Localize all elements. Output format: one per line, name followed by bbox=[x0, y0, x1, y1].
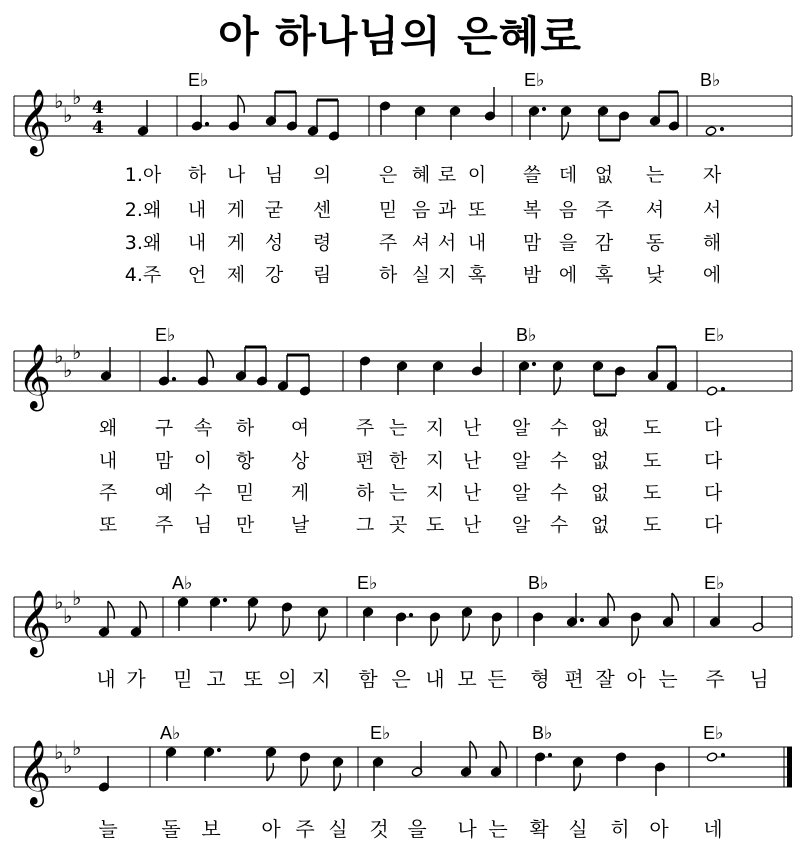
lyric-syllable: 굳 bbox=[264, 199, 284, 221]
lyric-syllable: 데 bbox=[558, 164, 578, 186]
lyric-syllable: 예 bbox=[154, 482, 174, 504]
lyric-syllable: 여 bbox=[290, 417, 310, 439]
key-signature-flats-icon bbox=[54, 736, 81, 778]
lyric-syllable: 보 bbox=[201, 817, 221, 841]
lyric-syllable: 내 bbox=[467, 232, 487, 254]
lyric-syllable: 또 bbox=[98, 514, 118, 536]
chord-symbol: A♭ bbox=[160, 723, 181, 743]
lyric-syllable: 돌 bbox=[161, 817, 181, 841]
lyric-syllable: 실 bbox=[411, 264, 431, 286]
lyric-syllable: 도 bbox=[642, 417, 662, 439]
svg-text:♭: ♭ bbox=[63, 103, 73, 127]
lyric-syllable: 없 bbox=[590, 417, 610, 439]
lyric-syllable: 해 bbox=[702, 232, 722, 254]
lyric-syllable: 만 bbox=[235, 514, 255, 536]
chord-symbol: B♭ bbox=[700, 70, 721, 90]
lyric-syllable: 수 bbox=[549, 482, 569, 504]
lyric-syllable: 알 bbox=[511, 450, 531, 472]
lyric-syllable: 형 bbox=[530, 667, 550, 691]
lyric-syllable: 는 bbox=[645, 164, 665, 186]
lyric-syllable: 1.아 bbox=[124, 164, 162, 186]
lyric-syllable: 게 bbox=[290, 482, 310, 504]
lyric-syllable: 림 bbox=[312, 264, 332, 286]
lyric-syllable: 내 bbox=[187, 232, 207, 254]
lyric-syllable: 지 bbox=[425, 482, 445, 504]
lyric-syllable: 자 bbox=[702, 164, 722, 186]
lyric-syllable: 실 bbox=[328, 817, 348, 841]
lyric-syllable: 고 bbox=[206, 667, 226, 691]
lyric-syllable: 실 bbox=[568, 817, 588, 841]
chord-symbol: E♭ bbox=[370, 723, 391, 743]
lyric-syllable: 없 bbox=[590, 450, 610, 472]
lyric-syllable: 곳 bbox=[388, 514, 408, 536]
lyric-syllable: 을 bbox=[558, 232, 578, 254]
music-system-2 bbox=[0, 315, 800, 545]
svg-text:♭: ♭ bbox=[72, 340, 82, 364]
svg-text:♭: ♭ bbox=[54, 740, 64, 764]
chord-symbol: E♭ bbox=[704, 325, 725, 345]
lyric-syllable: 음 bbox=[411, 199, 431, 221]
lyric-syllable: 은 bbox=[391, 667, 411, 691]
lyric-syllable: 내 bbox=[98, 450, 118, 472]
lyric-syllable: 서 bbox=[702, 199, 722, 221]
lyric-syllable: 아 bbox=[649, 817, 669, 841]
svg-text:♭: ♭ bbox=[72, 586, 82, 610]
lyric-syllable: 셔 bbox=[645, 199, 665, 221]
chord-symbol: E♭ bbox=[155, 325, 176, 345]
lyric-syllable: 믿 bbox=[378, 199, 398, 221]
lyric-syllable: 도 bbox=[642, 514, 662, 536]
lyric-syllable: 동 bbox=[645, 232, 665, 254]
lyric-syllable: 그 bbox=[355, 514, 375, 536]
hymn-title: 아 하나님의 은혜로 bbox=[218, 12, 582, 61]
svg-text:4: 4 bbox=[92, 118, 104, 138]
svg-text:♭: ♭ bbox=[63, 604, 73, 628]
key-signature-flats-icon bbox=[54, 586, 81, 628]
chord-symbol: E♭ bbox=[524, 70, 545, 90]
lyric-syllable: 낮 bbox=[645, 264, 665, 286]
lyric-syllable: 다 bbox=[703, 450, 723, 472]
final-barline-icon bbox=[787, 747, 792, 787]
lyric-syllable: 는 bbox=[488, 817, 508, 841]
lyric-syllable: 혹 bbox=[594, 264, 614, 286]
lyric-syllable: 알 bbox=[511, 417, 531, 439]
lyric-syllable: 지 bbox=[425, 450, 445, 472]
svg-text:♭: ♭ bbox=[54, 590, 64, 614]
key-signature-flats-icon bbox=[54, 85, 81, 127]
lyric-syllable: 잘 bbox=[595, 667, 615, 691]
lyric-line-verse-3 bbox=[0, 478, 800, 508]
lyric-syllable: 제 bbox=[226, 264, 246, 286]
lyric-syllable: 에 bbox=[702, 264, 722, 286]
lyric-syllable: 음 bbox=[558, 199, 578, 221]
chord-symbol: B♭ bbox=[532, 723, 553, 743]
lyric-syllable: 성 bbox=[264, 232, 284, 254]
lyric-syllable: 복 bbox=[522, 199, 542, 221]
staff bbox=[0, 315, 800, 415]
lyric-syllable: 게 bbox=[226, 199, 246, 221]
treble-clef-icon: 𝄞 bbox=[18, 740, 52, 805]
chord-symbol: B♭ bbox=[516, 325, 537, 345]
svg-text:♭: ♭ bbox=[63, 754, 73, 778]
lyric-syllable: 하 bbox=[355, 482, 375, 504]
music-system-1 bbox=[0, 60, 800, 290]
music-system-3 bbox=[0, 565, 800, 695]
lyric-syllable: 은 bbox=[378, 164, 398, 186]
lyric-syllable: 또 bbox=[467, 199, 487, 221]
lyric-syllable: 늘 bbox=[98, 817, 118, 841]
lyric-syllable: 수 bbox=[549, 450, 569, 472]
lyric-syllable: 는 bbox=[388, 482, 408, 504]
lyric-syllable: 것 bbox=[369, 817, 389, 841]
lyric-syllable: 지 bbox=[425, 417, 445, 439]
lyric-syllable: 과 bbox=[437, 199, 457, 221]
lyric-syllable: 믿 bbox=[173, 667, 193, 691]
lyric-syllable: 의 bbox=[277, 667, 297, 691]
lyric-syllable: 을 bbox=[407, 817, 427, 841]
lyric-syllable: 님 bbox=[264, 164, 284, 186]
lyric-syllable: 쓸 bbox=[522, 164, 542, 186]
lyric-syllable: 맘 bbox=[154, 450, 174, 472]
lyric-syllable: 님 bbox=[193, 514, 213, 536]
lyric-line-verse-2 bbox=[0, 446, 800, 476]
lyric-syllable: 하 bbox=[235, 417, 255, 439]
lyric-syllable: 감 bbox=[594, 232, 614, 254]
lyric-syllable: 혹 bbox=[467, 264, 487, 286]
svg-text:♭: ♭ bbox=[54, 89, 64, 113]
lyric-syllable: 편 bbox=[564, 667, 584, 691]
lyric-line-verse-2 bbox=[0, 195, 800, 225]
lyric-syllable: 강 bbox=[264, 264, 284, 286]
lyric-syllable: 하 bbox=[187, 164, 207, 186]
lyric-syllable: 주 bbox=[705, 667, 725, 691]
note-heads bbox=[137, 87, 723, 141]
chord-symbol: E♭ bbox=[703, 723, 724, 743]
treble-clef-icon: 𝄞 bbox=[18, 89, 52, 154]
lyric-line bbox=[0, 663, 800, 693]
lyric-line-verse-1 bbox=[0, 413, 800, 443]
lyric-syllable: 밤 bbox=[522, 264, 542, 286]
lyric-syllable: 또 bbox=[243, 667, 263, 691]
lyric-syllable: 든 bbox=[487, 667, 507, 691]
lyric-syllable: 의 bbox=[312, 164, 332, 186]
lyric-syllable: 센 bbox=[312, 199, 332, 221]
lyric-syllable: 나 bbox=[457, 817, 477, 841]
chord-symbol: E♭ bbox=[704, 573, 725, 593]
lyric-syllable: 로 bbox=[437, 164, 457, 186]
note-heads bbox=[98, 593, 763, 646]
lyric-syllable: 내 bbox=[96, 667, 116, 691]
lyric-syllable: 알 bbox=[511, 514, 531, 536]
treble-clef-icon: 𝄞 bbox=[18, 590, 52, 655]
lyric-syllable: 이 bbox=[467, 164, 487, 186]
lyric-line-verse-3 bbox=[0, 228, 800, 258]
lyric-syllable: 다 bbox=[703, 514, 723, 536]
lyric-syllable: 날 bbox=[290, 514, 310, 536]
lyric-syllable: 편 bbox=[355, 450, 375, 472]
lyric-syllable: 주 bbox=[154, 514, 174, 536]
key-signature-flats-icon bbox=[54, 340, 81, 382]
lyric-syllable: 아 bbox=[626, 667, 646, 691]
lyric-syllable: 주 bbox=[594, 199, 614, 221]
lyric-syllable: 확 bbox=[529, 817, 549, 841]
lyric-syllable: 령 bbox=[312, 232, 332, 254]
lyric-syllable: 하 bbox=[378, 264, 398, 286]
lyric-syllable: 셔 bbox=[411, 232, 431, 254]
lyric-syllable: 님 bbox=[749, 667, 769, 691]
lyric-syllable: 없 bbox=[590, 482, 610, 504]
lyric-syllable: 난 bbox=[462, 482, 482, 504]
lyric-syllable: 없 bbox=[594, 164, 614, 186]
lyric-syllable: 모 bbox=[457, 667, 477, 691]
staff bbox=[0, 565, 800, 665]
lyric-syllable: 가 bbox=[126, 667, 146, 691]
lyric-syllable: 지 bbox=[311, 667, 331, 691]
note-heads bbox=[98, 741, 724, 796]
lyric-syllable: 믿 bbox=[235, 482, 255, 504]
svg-text:♭: ♭ bbox=[72, 736, 82, 760]
lyric-syllable: 주 bbox=[98, 482, 118, 504]
lyric-syllable: 도 bbox=[642, 482, 662, 504]
lyric-syllable: 난 bbox=[462, 514, 482, 536]
lyric-syllable: 속 bbox=[193, 417, 213, 439]
staff bbox=[0, 715, 800, 815]
lyric-syllable: 주 bbox=[295, 817, 315, 841]
lyric-syllable: 게 bbox=[226, 232, 246, 254]
chord-symbol: B♭ bbox=[528, 573, 549, 593]
lyric-line-verse-4 bbox=[0, 510, 800, 540]
lyric-syllable: 2.왜 bbox=[124, 199, 162, 221]
chord-symbol: E♭ bbox=[188, 70, 209, 90]
lyric-syllable: 한 bbox=[388, 450, 408, 472]
lyric-syllable: 맘 bbox=[522, 232, 542, 254]
lyric-syllable: 에 bbox=[558, 264, 578, 286]
lyric-syllable: 도 bbox=[642, 450, 662, 472]
lyric-syllable: 함 bbox=[358, 667, 378, 691]
lyric-syllable: 도 bbox=[425, 514, 445, 536]
lyric-syllable: 내 bbox=[187, 199, 207, 221]
lyric-syllable: 내 bbox=[425, 667, 445, 691]
lyric-syllable: 는 bbox=[658, 667, 678, 691]
lyric-syllable: 4.주 bbox=[124, 264, 162, 286]
lyric-syllable: 수 bbox=[549, 514, 569, 536]
lyric-syllable: 항 bbox=[235, 450, 255, 472]
lyric-syllable: 다 bbox=[703, 417, 723, 439]
lyric-syllable: 는 bbox=[388, 417, 408, 439]
lyric-syllable: 구 bbox=[154, 417, 174, 439]
lyric-syllable: 없 bbox=[590, 514, 610, 536]
lyric-syllable: 네 bbox=[703, 817, 723, 841]
lyric-syllable: 언 bbox=[187, 264, 207, 286]
svg-text:♭: ♭ bbox=[54, 344, 64, 368]
lyric-syllable: 난 bbox=[462, 450, 482, 472]
svg-text:♭: ♭ bbox=[72, 85, 82, 109]
svg-text:4: 4 bbox=[92, 98, 104, 118]
treble-clef-icon: 𝄞 bbox=[18, 344, 52, 409]
lyric-syllable: 지 bbox=[437, 264, 457, 286]
time-signature bbox=[92, 98, 104, 138]
lyric-syllable: 아 bbox=[261, 817, 281, 841]
chord-symbol: E♭ bbox=[357, 573, 378, 593]
svg-text:♭: ♭ bbox=[63, 358, 73, 382]
lyric-syllable: 왜 bbox=[98, 417, 118, 439]
lyric-syllable: 주 bbox=[378, 232, 398, 254]
lyric-syllable: 주 bbox=[355, 417, 375, 439]
lyric-syllable: 난 bbox=[462, 417, 482, 439]
lyric-syllable: 나 bbox=[226, 164, 246, 186]
note-heads bbox=[100, 342, 724, 396]
lyric-syllable: 상 bbox=[290, 450, 310, 472]
lyric-syllable: 알 bbox=[511, 482, 531, 504]
lyric-line-verse-4 bbox=[0, 260, 800, 290]
music-system-4 bbox=[0, 715, 800, 846]
lyric-syllable: 수 bbox=[549, 417, 569, 439]
lyric-syllable: 이 bbox=[193, 450, 213, 472]
staff bbox=[0, 60, 800, 160]
lyric-syllable: 서 bbox=[437, 232, 457, 254]
lyric-line bbox=[0, 813, 800, 843]
lyric-syllable: 3.왜 bbox=[124, 232, 162, 254]
chord-symbol: A♭ bbox=[172, 573, 193, 593]
lyric-line-verse-1 bbox=[0, 160, 800, 190]
lyric-syllable: 혜 bbox=[411, 164, 431, 186]
lyric-syllable: 다 bbox=[703, 482, 723, 504]
lyric-syllable: 수 bbox=[193, 482, 213, 504]
lyric-syllable: 히 bbox=[610, 817, 630, 841]
